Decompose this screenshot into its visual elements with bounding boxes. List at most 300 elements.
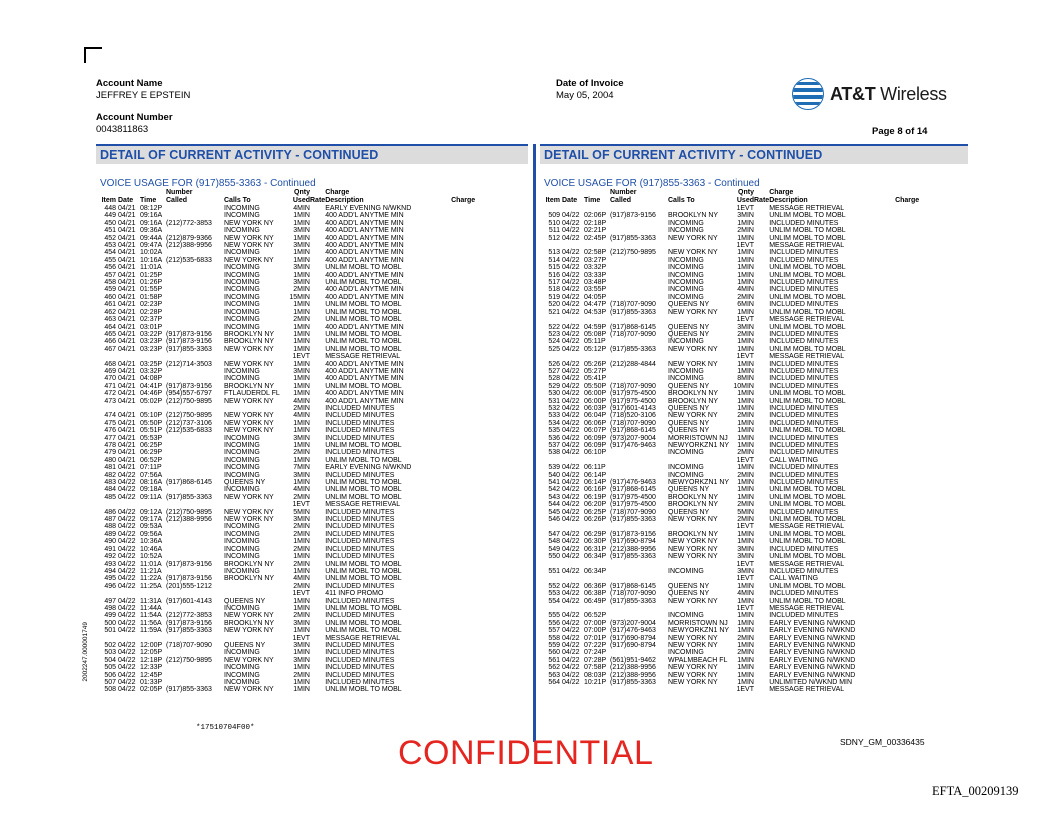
cell-calls-to: NEW YORK NY <box>668 249 718 257</box>
cell-time: 06:52P <box>584 612 607 620</box>
cell-date: 04/22 <box>562 449 580 457</box>
cell-item: 552 <box>548 582 560 590</box>
cell-charge <box>435 368 475 375</box>
cell-date: 04/21 <box>118 249 136 257</box>
cell-date: 04/22 <box>562 286 580 294</box>
cell-charge <box>435 464 475 471</box>
cell-date: 04/22 <box>118 538 136 546</box>
cell-time: 06:29P <box>140 449 163 457</box>
cell-calls-to: INCOMING <box>224 530 260 538</box>
table-row <box>544 257 919 264</box>
cell-rate <box>754 553 769 560</box>
cell-description: INCLUDED MINUTES <box>769 442 839 449</box>
cell-time <box>584 523 610 530</box>
cell-description: INCLUDED MINUTES <box>325 412 395 420</box>
cell-rate <box>310 509 325 516</box>
cell-called <box>166 212 224 219</box>
table-row <box>100 309 475 316</box>
cell-used: 4MIN <box>293 575 310 583</box>
table-row <box>100 583 475 590</box>
cell-date: 04/22 <box>562 323 580 331</box>
cell-calls-to: INCOMING <box>224 293 260 301</box>
cell-rate <box>754 538 769 545</box>
cell-description: INCLUDED MINUTES <box>769 338 839 346</box>
cell-rate <box>310 686 325 693</box>
cell-charge <box>435 657 475 664</box>
cell-called: (917)873-9156 <box>610 212 656 220</box>
cell-charge <box>435 509 475 516</box>
cell-rate <box>310 264 325 271</box>
cell-charge <box>435 272 475 279</box>
cell-item: 562 <box>548 664 560 672</box>
section-title: DETAIL OF CURRENT ACTIVITY - CONTINUED <box>100 148 379 162</box>
cell-description: INCLUDED MINUTES <box>325 516 395 524</box>
col-header-number: Number <box>166 189 193 196</box>
cell-called <box>610 257 668 264</box>
cell-date: 04/22 <box>118 575 136 583</box>
cell-charge <box>435 538 475 545</box>
cell-date: 04/21 <box>118 256 136 264</box>
cell-item: 521 <box>548 308 560 316</box>
table-row <box>544 264 919 271</box>
table-row <box>100 435 475 442</box>
cell-date: 04/22 <box>118 516 136 524</box>
cell-rate <box>310 338 325 345</box>
cell-time: 07:11P <box>140 464 162 472</box>
cell-used: 1MIN <box>293 249 310 257</box>
cell-used: 3MIN <box>293 656 310 664</box>
cell-used: 1MIN <box>737 464 754 472</box>
cell-description: UNLIM MOBL TO MOBL <box>325 338 402 346</box>
table-row <box>544 205 919 212</box>
table-row <box>544 412 919 419</box>
table-row <box>544 679 919 686</box>
cell-date: 04/21 <box>118 271 136 279</box>
cell-date <box>562 353 584 360</box>
table-row <box>100 331 475 338</box>
cell-charge <box>879 472 919 479</box>
cell-called <box>610 316 668 323</box>
cell-calls-to <box>224 635 286 642</box>
cell-date: 04/22 <box>562 649 580 657</box>
cell-item: 463 <box>104 316 116 324</box>
cell-rate <box>310 242 325 249</box>
table-row <box>544 531 919 538</box>
cell-charge <box>879 205 919 212</box>
cell-time: 06:38P <box>584 590 607 598</box>
cell-calls-to: INCOMING <box>224 567 260 575</box>
cell-date: 04/22 <box>562 634 580 642</box>
cell-charge <box>879 427 919 434</box>
cell-used: 1MIN <box>293 345 310 353</box>
cell-date: 04/22 <box>118 649 136 657</box>
cell-used: 1EVT <box>736 560 754 568</box>
cell-rate <box>310 383 325 390</box>
cell-rate <box>310 627 325 634</box>
cell-called <box>166 442 224 449</box>
cell-item: 459 <box>104 286 116 294</box>
cell-description: INCLUDED MINUTES <box>769 286 839 294</box>
cell-item: 522 <box>548 323 560 331</box>
table-row <box>544 309 919 316</box>
cell-calls-to: NEW YORK NY <box>668 553 718 561</box>
cell-date: 04/22 <box>562 530 580 538</box>
cell-used: 1MIN <box>737 360 754 368</box>
cell-called: (718)707-9090 <box>610 330 656 338</box>
cell-time: 12:00P <box>140 641 163 649</box>
table-row <box>544 464 919 471</box>
table-row <box>544 420 919 427</box>
table-row <box>100 338 475 345</box>
cell-rate <box>754 516 769 523</box>
cell-item: 564 <box>548 679 560 686</box>
cell-description: 400 ADD'L ANYTME MIN <box>325 256 404 264</box>
cell-charge <box>435 398 475 405</box>
cell-calls-to <box>224 590 286 597</box>
cell-calls-to: INCOMING <box>224 301 260 309</box>
cell-called <box>166 672 224 679</box>
cell-used: 1MIN <box>293 442 310 449</box>
cell-called <box>610 368 668 375</box>
cell-date: 04/21 <box>118 375 136 383</box>
cell-item <box>100 590 118 597</box>
cell-date <box>562 561 584 568</box>
cell-charge <box>879 390 919 397</box>
cell-charge <box>435 523 475 530</box>
cell-item <box>544 353 562 360</box>
cell-item: 510 <box>548 219 560 227</box>
cell-rate <box>310 523 325 530</box>
cell-used: 2MIN <box>293 612 310 620</box>
cell-used: 4MIN <box>293 397 310 405</box>
cell-item: 514 <box>548 256 560 264</box>
cell-calls-to: NEW YORK NY <box>224 427 274 435</box>
cell-called: (212)750-9895 <box>166 656 212 664</box>
cell-item: 526 <box>548 360 560 368</box>
cell-time: 11:59A <box>140 627 162 635</box>
cell-description: UNLIM MOBL TO MOBL <box>769 493 846 501</box>
cell-time: 07:58P <box>584 664 607 672</box>
cell-rate <box>754 294 769 301</box>
cell-calls-to: WPALMBEACH FL <box>668 656 728 664</box>
cell-date: 04/21 <box>118 367 136 375</box>
cell-description: INCLUDED MINUTES <box>769 508 839 516</box>
cell-used: 2MIN <box>293 316 310 324</box>
cell-date: 04/22 <box>562 227 580 235</box>
cell-calls-to: INCOMING <box>224 212 260 220</box>
cell-calls-to: QUEENS NY <box>224 597 266 605</box>
cell-description: UNLIM MOBL TO MOBL <box>769 427 846 435</box>
section-title: DETAIL OF CURRENT ACTIVITY - CONTINUED <box>544 148 823 162</box>
cell-description: INCLUDED MINUTES <box>325 664 395 672</box>
cell-item: 542 <box>548 486 560 494</box>
table-row <box>544 672 919 679</box>
cell-calls-to: INCOMING <box>224 486 260 494</box>
cell-calls-to <box>668 575 730 582</box>
cell-calls-to: INCOMING <box>668 375 704 383</box>
cell-date <box>118 353 140 360</box>
table-row <box>544 686 919 693</box>
cell-rate <box>754 427 769 434</box>
cell-description: INCLUDED MINUTES <box>325 471 395 479</box>
cell-calls-to: BROOKLYN NY <box>224 338 275 346</box>
cell-called <box>166 368 224 375</box>
cell-description: 411 INFO PROMO <box>325 590 384 598</box>
cell-rate <box>310 301 325 308</box>
cell-date: 04/21 <box>118 382 136 390</box>
cell-rate <box>310 501 325 508</box>
cell-time: 08:16A <box>140 479 163 487</box>
cell-rate <box>310 353 325 360</box>
cell-description: INCLUDED MINUTES <box>325 538 395 546</box>
cell-rate <box>310 531 325 538</box>
cell-rate <box>754 338 769 345</box>
cell-rate <box>310 575 325 582</box>
cell-rate <box>310 375 325 382</box>
cell-called <box>166 353 224 360</box>
cell-description: MESSAGE RETRIEVAL <box>769 205 845 212</box>
cell-date: 04/22 <box>562 404 580 412</box>
cell-description: UNLIM MOBL TO MOBL <box>769 538 846 546</box>
cell-rate <box>310 679 325 686</box>
cell-rate <box>310 346 325 353</box>
cell-description: INCLUDED MINUTES <box>769 464 839 472</box>
cell-used: 3MIN <box>293 619 310 627</box>
cell-item: 534 <box>548 419 560 427</box>
cell-item: 460 <box>104 293 116 301</box>
table-row <box>544 301 919 308</box>
table-row <box>100 220 475 227</box>
cell-used: 2MIN <box>737 516 754 524</box>
table-row <box>544 383 919 390</box>
cell-called: (212)750-9895 <box>166 508 212 516</box>
cell-time: 06:14P <box>584 479 607 487</box>
cell-calls-to <box>668 561 730 568</box>
cell-description: UNLIM MOBL TO MOBL <box>769 271 846 279</box>
table-row <box>544 220 919 227</box>
cell-rate <box>754 383 769 390</box>
table-row <box>544 272 919 279</box>
cell-description: INCLUDED MINUTES <box>769 404 839 412</box>
cell-called <box>166 523 224 530</box>
cell-date: 04/22 <box>562 582 580 590</box>
cell-date: 04/22 <box>118 523 136 531</box>
table-row <box>544 353 919 360</box>
cell-charge <box>879 464 919 471</box>
table-row <box>544 435 919 442</box>
table-row <box>100 642 475 649</box>
table-row <box>100 464 475 471</box>
cell-time: 03:22P <box>140 330 163 338</box>
cell-calls-to: NEWYORKZN1 NY <box>668 479 730 487</box>
cell-date: 04/22 <box>562 464 580 472</box>
cell-called: (973)207-9004 <box>610 619 656 627</box>
cell-used: 1MIN <box>737 664 754 672</box>
cell-time <box>584 561 610 568</box>
cell-rate <box>310 316 325 323</box>
cell-time <box>140 501 166 508</box>
cell-charge <box>435 679 475 686</box>
cell-date: 04/22 <box>118 627 136 635</box>
cell-called: (212)714-3503 <box>166 360 212 368</box>
table-row <box>100 294 475 301</box>
cell-description: UNLIM MOBL TO MOBL <box>769 553 846 561</box>
cell-used: 1MIN <box>293 360 310 368</box>
cell-date: 04/22 <box>562 219 580 227</box>
cell-time: 02:37P <box>140 316 163 324</box>
cell-used: 1MIN <box>293 597 310 605</box>
cell-called <box>166 279 224 286</box>
cell-item: 497 <box>104 597 116 605</box>
cell-charge <box>435 331 475 338</box>
cell-date: 04/22 <box>118 604 136 612</box>
cell-called: (917)873-9156 <box>166 619 212 627</box>
logo-suffix: Wireless <box>880 83 947 104</box>
cell-rate <box>754 590 769 597</box>
cell-charge <box>435 442 475 449</box>
cell-date: 04/22 <box>562 345 580 353</box>
cell-date: 04/22 <box>562 419 580 427</box>
cell-date: 04/22 <box>118 493 136 501</box>
cell-rate <box>754 649 769 656</box>
cell-rate <box>310 561 325 568</box>
col-header-date: Date <box>562 197 578 204</box>
table-row <box>100 449 475 456</box>
cell-date: 04/22 <box>562 538 580 546</box>
cell-charge <box>435 546 475 553</box>
cell-charge <box>879 242 919 249</box>
cell-time: 01:58P <box>140 293 163 301</box>
cell-description: UNLIM MOBL TO MOBL <box>325 345 402 353</box>
cell-charge <box>435 590 475 597</box>
cell-charge <box>879 442 919 449</box>
account-name-label: Account Name <box>96 78 163 89</box>
cell-calls-to: NEW YORK NY <box>668 679 718 686</box>
cell-charge <box>879 649 919 656</box>
cell-time: 06:49P <box>584 597 607 605</box>
cell-called: (917)476-9463 <box>610 479 656 487</box>
cell-used: 1MIN <box>293 419 310 427</box>
cell-called: (917)873-9156 <box>610 530 656 538</box>
cell-date: 04/21 <box>118 264 136 272</box>
cell-used: 1MIN <box>293 427 310 435</box>
cell-date: 04/22 <box>118 619 136 627</box>
table-row <box>544 575 919 582</box>
cell-date: 04/22 <box>562 627 580 635</box>
table-row <box>100 553 475 560</box>
cell-used: 1MIN <box>293 271 310 279</box>
cell-called <box>166 538 224 545</box>
cell-date: 04/22 <box>562 641 580 649</box>
cell-description: UNLIM MOBL TO MOBL <box>325 456 402 464</box>
table-row <box>544 405 919 412</box>
cell-calls-to: BROOKLYN NY <box>668 397 719 405</box>
cell-calls-to: QUEENS NY <box>668 582 710 590</box>
cell-description: MESSAGE RETRIEVAL <box>769 686 845 694</box>
cell-called: (561)951-9462 <box>610 656 656 664</box>
cell-time <box>584 575 610 582</box>
cell-time: 06:16P <box>584 486 607 494</box>
cell-charge <box>879 686 919 693</box>
cell-charge <box>435 249 475 256</box>
cell-used: 2MIN <box>737 471 754 479</box>
cell-charge <box>879 309 919 316</box>
cell-calls-to: NEW YORK NY <box>224 345 274 353</box>
cell-rate <box>310 442 325 449</box>
cell-item: 551 <box>548 567 560 575</box>
cell-charge <box>435 309 475 316</box>
cell-description: 400 ADD'L ANYTME MIN <box>325 293 404 301</box>
cell-charge <box>435 212 475 219</box>
cell-charge <box>435 257 475 264</box>
cell-item: 489 <box>104 530 116 538</box>
invoice-date-label: Date of Invoice <box>556 78 624 89</box>
cell-used: 1MIN <box>293 382 310 390</box>
cell-calls-to: NEW YORK NY <box>668 234 718 242</box>
cell-rate <box>310 672 325 679</box>
cell-rate <box>754 686 769 693</box>
cell-charge <box>879 338 919 345</box>
cell-charge <box>435 486 475 493</box>
cell-date: 04/22 <box>562 308 580 316</box>
cell-description: UNLIM MOBL TO MOBL <box>769 516 846 524</box>
cell-used: 1MIN <box>293 212 310 220</box>
cell-time: 02:28P <box>140 308 163 316</box>
cell-time: 02:18P <box>584 219 607 227</box>
cell-calls-to: INCOMING <box>668 338 704 346</box>
cell-called <box>166 286 224 293</box>
cell-rate <box>754 405 769 412</box>
cell-date: 04/22 <box>562 434 580 442</box>
cell-date <box>118 405 140 412</box>
cell-called <box>166 546 224 553</box>
cell-charge <box>879 553 919 560</box>
cell-called: (917)855-3363 <box>610 597 656 605</box>
cell-used: 1MIN <box>293 664 310 672</box>
cell-rate <box>310 212 325 219</box>
cell-charge <box>879 435 919 442</box>
cell-time: 11:31A <box>140 597 162 605</box>
cell-calls-to: NEW YORK NY <box>224 256 274 264</box>
col-header-rate: Rate <box>310 197 326 204</box>
cell-charge <box>435 227 475 234</box>
cell-used: 1MIN <box>293 375 310 383</box>
cell-description: UNLIM MOBL TO MOBL <box>325 493 402 501</box>
cell-calls-to: NEW YORK NY <box>668 345 718 353</box>
cell-description: UNLIM MOBL TO MOBL <box>325 330 402 338</box>
table-row <box>100 279 475 286</box>
cell-called: (917)855-3363 <box>166 627 212 635</box>
cell-description: UNLIM MOBL TO MOBL <box>769 345 846 353</box>
cell-called <box>610 338 668 345</box>
cell-used: 1MIN <box>737 219 754 227</box>
cell-calls-to: QUEENS NY <box>668 404 710 412</box>
cell-item: 525 <box>548 345 560 353</box>
cell-time: 12:45P <box>140 671 163 679</box>
cell-used: 3MIN <box>293 227 310 235</box>
cell-description: INCLUDED MINUTES <box>325 649 395 657</box>
cell-date: 04/22 <box>562 397 580 405</box>
cell-called <box>166 464 224 471</box>
cell-rate <box>754 316 769 323</box>
cell-time: 10:36A <box>140 538 163 546</box>
cell-calls-to <box>224 405 286 412</box>
cell-time: 06:00P <box>584 390 607 398</box>
cell-used: 1MIN <box>293 456 310 464</box>
cell-item: 491 <box>104 545 116 553</box>
cell-item: 488 <box>104 523 116 531</box>
table-row <box>100 649 475 656</box>
